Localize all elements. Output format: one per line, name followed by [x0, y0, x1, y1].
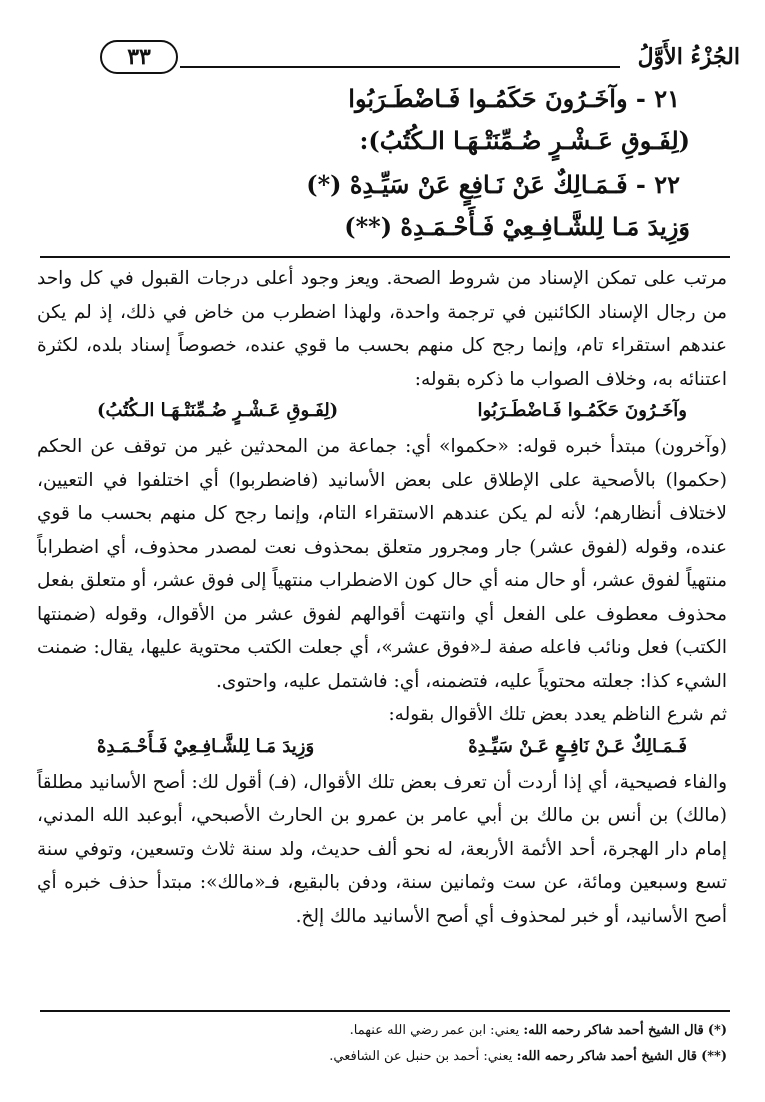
page-number-badge — [100, 40, 178, 74]
inline-verse — [37, 732, 727, 766]
volume-title: الجُزْءُ الأَوَّلُ — [637, 44, 740, 70]
verse-line: ٢١ - وآخَـرُونَ حَكَمُـوا فَـاضْطَـرَبُوا — [348, 84, 680, 113]
footnote-marker: (*) — [707, 1023, 727, 1038]
paragraph: ثم شرع الناظم يعدد بعض تلك الأقوال بقوله: — [388, 704, 727, 725]
footnote-text: يعني: ابن عمر رضي الله عنهما. — [349, 1023, 520, 1038]
paragraph: (وآخرون) مبتدأ خبره قوله: «حكموا» أي: جماعة من المحدثين غير من توقف عن الحكم (حكموا) بالأصحية على الإطلاق على بعض الأسانيد (فاضطربوا) أي اختلفوا في التعيين، لاختلاف أنظارهم؛ لأنه لم يكن عندهم الاستقراء التام، وإنما رجح كل منهم بحسب ما قوي عنده، وقوله (لفوق عشر) جار ومجرور متعلق بمحذوف نعت لمصدر محذوف، أي اضطراباً منتهياً لفوق عشر، أو حال منه أي حال كون الاضطراب منتهياً إلى فوق عشر، أو متعلق بفعل محذوف معطوف على الفعل أي وانتهت أقوالهم لفوق عشر من الأقوال، وقوله (ضمنتها الكتب) فعل ونائب فاعله صفة لـ«فوق عشر»، أي جعلت الكتب محتوية عليها، يقال: ضمنت الشيء كذا: جعلته محتوياً عليه، فتضمنه، أي: فاشتمل عليه، واحتوى. — [37, 436, 727, 692]
footnotes — [37, 1018, 727, 1070]
verse-line: ٢٢ - فَـمَـالِكٌ عَنْ نَـافِعٍ عَنْ سَيِّـدِهْ (*) — [306, 170, 680, 199]
verse-hemistich: وآخَـرُونَ حَكَمُـوا فَـاضْطَـرَبُوا — [477, 400, 687, 421]
footnote — [37, 1018, 727, 1044]
paragraph: مرتب على تمكن الإسناد من شروط الصحة. ويعز وجود أعلى درجات القبول في كل واحد من رجال الإسناد الكائنين في ترجمة واحدة، ولهذا اضطرب من خاض في ذلك، إذ لم يكن عندهم استقراء تام، وإنما رجح كل منهم بحسب ما قوي عنده، خصوصاً إسناد بلده، لكثرة اعتنائه به، وخلاف الصواب ما ذكره بقوله: — [37, 268, 727, 390]
header-rule — [180, 66, 620, 68]
footnote-marker: (**) — [701, 1049, 727, 1064]
verse-hemistich: فَـمَـالِكٌ عَـنْ نَافِـعٍ عَـنْ سَيِّـدِهْ — [468, 735, 687, 757]
page-header — [100, 40, 740, 76]
verse-block — [80, 80, 690, 252]
verse-line: وَزِيدَ مَـا لِلشَّـافِـعِيْ فَـأَحْـمَـدِهْ (**) — [344, 212, 690, 241]
footnote-divider — [40, 1010, 730, 1012]
footnote-attribution: قال الشيخ أحمد شاكر رحمه الله: — [523, 1023, 704, 1038]
verse-hemistich: (لِفَـوقِ عَـشْـرٍ ضُـمِّنَتْـهَـا الـكُتُبُ) — [97, 400, 339, 421]
footnote-attribution: قال الشيخ أحمد شاكر رحمه الله: — [516, 1049, 697, 1064]
footnote — [37, 1044, 727, 1070]
commentary-text — [37, 262, 727, 933]
verse-divider — [40, 256, 730, 258]
page-number: ٣٣ — [127, 44, 151, 70]
verse-line: (لِفَـوقِ عَـشْـرٍ ضُـمِّنَتْـهَـا الـكُتُبُ): — [359, 126, 690, 155]
footnote-text: يعني: أحمد بن حنبل عن الشافعي. — [329, 1049, 513, 1064]
verse-hemistich: وَزِيدَ مَـا لِلشَّـافِـعِيْ فَـأَحْـمَـدِهْ — [97, 735, 315, 757]
paragraph: والفاء فصيحية، أي إذا أردت أن تعرف بعض تلك الأقوال، (فـ) أقول لك: أصح الأسانيد مطلقاً (مالك) بن أنس بن مالك بن أبي عامر بن عمرو بن الحارث الأصبحي، أبوعبد الله المدني، إمام دار الهجرة، أحد الأئمة الأربعة، له نحو ألف حديث، ولد سنة ثلاث وتسعين، وتوفي سنة تسع وسبعين ومائة، عن ست وثمانين سنة، ودفن بالبقيع، فـ«مالك»: مبتدأ حذف خبره أي أصح الأسانيد، أو خبر لمحذوف أي أصح الأسانيد مالك إلخ. — [37, 771, 727, 927]
inline-verse — [37, 396, 727, 430]
